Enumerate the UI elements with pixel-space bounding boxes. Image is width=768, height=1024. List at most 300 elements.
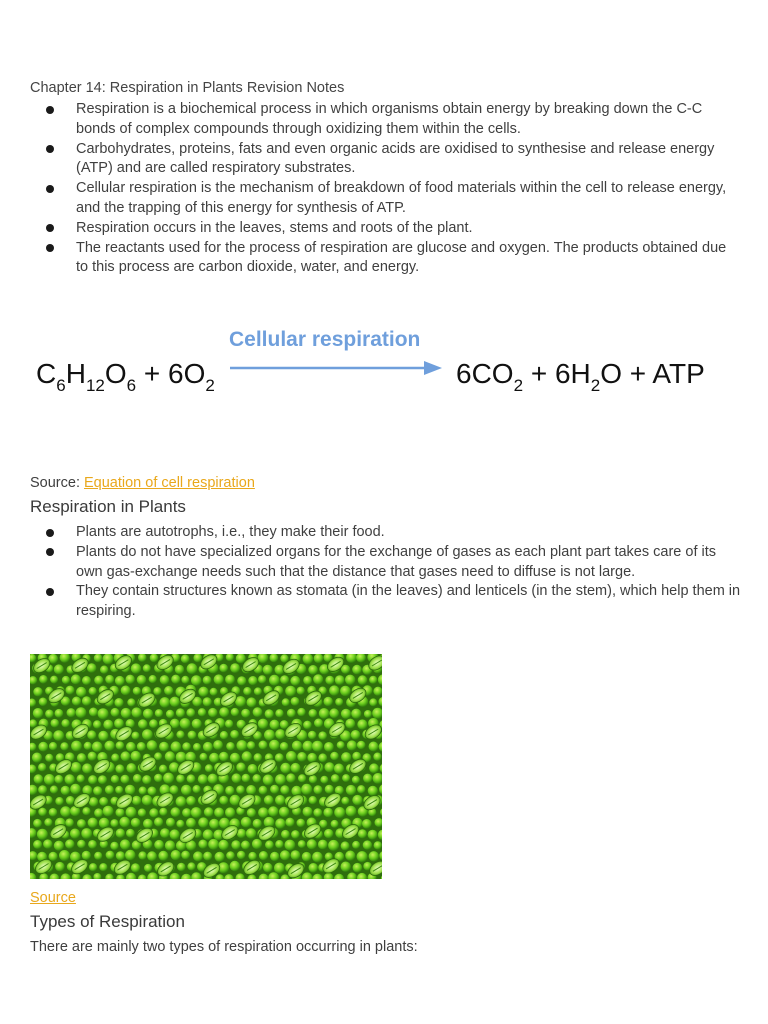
leaf-cell (303, 676, 312, 685)
leaf-cell (259, 851, 268, 860)
leaf-cell (214, 808, 224, 818)
leaf-cell (351, 730, 361, 740)
leaf-cell (241, 817, 252, 828)
leaf-cell (176, 796, 187, 807)
leaf-cell (347, 740, 357, 750)
leaf-cell (318, 753, 327, 762)
leaf-cell (94, 654, 103, 662)
leaf-cell (226, 742, 235, 751)
equation-reactants (36, 356, 215, 404)
leaf-cell (280, 785, 289, 794)
leaf-cell (219, 664, 228, 673)
leaf-cell (98, 775, 107, 784)
leaf-cell (303, 807, 313, 817)
leaf-cell (160, 828, 170, 838)
leaf-cell (65, 839, 74, 848)
equation-source (30, 474, 255, 492)
leaf-cell (319, 708, 330, 719)
leaf-cell (181, 785, 192, 796)
leaf-cell (114, 719, 124, 729)
leaf-cell (105, 675, 114, 684)
leaf-cell (171, 850, 181, 860)
leaf-cell (115, 676, 125, 686)
leaf-cell (369, 851, 379, 861)
leaf-cell (60, 806, 71, 817)
leaf-cell (275, 709, 283, 717)
leaf-cell (153, 687, 161, 695)
leaf-cell (203, 852, 212, 861)
leaf-cell (352, 795, 362, 805)
leaf-cell (45, 710, 54, 719)
leaf-cell (44, 818, 52, 826)
leaf-cell (357, 785, 365, 793)
leaf-cell (147, 851, 157, 861)
leaf-cell (62, 676, 70, 684)
leaf-cell (335, 675, 345, 685)
leaf-cell (133, 687, 141, 695)
equation-source-link[interactable]: Equation of cell respiration (84, 475, 255, 491)
leaf-cell (159, 742, 169, 752)
oxygen-molecule-subscript: 2 (205, 376, 215, 395)
leaf-cell (258, 807, 268, 817)
leaf-cell (38, 742, 48, 752)
leaf-cell (309, 775, 317, 783)
leaf-cell (369, 698, 377, 706)
leaf-cell (280, 742, 289, 751)
leaf-cell (154, 817, 163, 826)
leaf-cell (77, 753, 86, 762)
leaf-cell (193, 785, 201, 793)
leaf-cell (297, 708, 305, 716)
leaf-cell (324, 829, 333, 838)
list-item (30, 523, 742, 543)
section-heading-types: Types of Respiration (30, 912, 185, 931)
bullet-dot-icon (46, 588, 54, 596)
leaf-cell (77, 840, 86, 849)
list-item-text: Plants do not have specialized organs for the exchange of gases as each plant part takes care of its own gas-exchange needs such that the distance that gases need to diffuse is not large. (76, 543, 717, 580)
leaf-cell (253, 819, 262, 828)
leaf-cell (88, 840, 97, 849)
leaf-cell (368, 830, 378, 840)
leaf-cell (125, 785, 135, 795)
leaf-cell (55, 862, 65, 872)
leaf-cell (126, 807, 137, 818)
equation-label: Cellular respiration (229, 328, 421, 351)
leaf-cell (324, 762, 334, 772)
leaf-cell (103, 806, 114, 817)
leaf-cell (309, 796, 317, 804)
leaf-cell (320, 776, 328, 784)
leaf-cell (116, 741, 125, 750)
leaf-cell (290, 676, 300, 686)
leaf-cell (154, 840, 164, 850)
oxygen-subscript: 6 (126, 376, 137, 395)
leaf-cell (340, 686, 351, 697)
leaf-cell (44, 774, 55, 785)
leaf-cell (121, 751, 131, 761)
leaf-cell (274, 863, 285, 874)
leaf-cell (325, 676, 334, 685)
leaf-cell (218, 840, 228, 850)
leaf-cell (105, 785, 114, 794)
leaf-cell (50, 786, 58, 794)
leaf-cell (38, 785, 47, 794)
leaf-cell (203, 829, 214, 840)
leaf-cell (176, 708, 185, 717)
leaf-cell (362, 819, 372, 829)
leaf-cell (230, 663, 240, 673)
leaf-cell (269, 675, 280, 686)
leaf-cell (308, 731, 317, 740)
leaf-cell (203, 697, 212, 706)
leaf-cell (171, 741, 182, 752)
leaf-cell (198, 840, 207, 849)
leaf-cell (330, 752, 339, 761)
leaf-cell (329, 685, 339, 695)
leaf-cell (155, 709, 163, 717)
leaf-cell (144, 864, 152, 872)
leaf-cell (103, 720, 113, 730)
leaf-cell (89, 687, 97, 695)
leaf-cell (291, 850, 301, 860)
leaf-cell (259, 786, 268, 795)
leaf-cell (82, 807, 90, 815)
leaf-cell (159, 765, 167, 773)
leaf-cell (84, 742, 92, 750)
leaf-cell (264, 730, 275, 741)
leaf-cell (303, 741, 314, 752)
leaf-cell (182, 742, 191, 751)
leaf-cell (225, 720, 233, 728)
leaf-cell (287, 709, 296, 718)
leaf-cell (241, 841, 250, 850)
chapter-title: Chapter 14: Respiration in Plants Revision Notes (30, 80, 345, 96)
leaf-cell (191, 675, 202, 686)
leaf-cell (166, 818, 175, 827)
leaf-cell (171, 675, 180, 684)
leaf-cell (111, 775, 119, 783)
leaf-cell (191, 807, 202, 818)
leaf-cell (131, 818, 141, 828)
leaf-cell (131, 707, 141, 717)
leaf-cell (116, 829, 125, 838)
leaf-cell (159, 808, 167, 816)
leaf-cell (252, 839, 262, 849)
leaf-cell (247, 808, 256, 817)
leaf-cell (230, 730, 239, 739)
leaf-cell (314, 719, 323, 728)
leaf-cell (158, 851, 168, 861)
leaf-cell (275, 753, 284, 762)
leaf-cell (104, 741, 114, 751)
leaf-cell (186, 708, 195, 717)
leaf-cell (331, 820, 339, 828)
leaf-cell (170, 697, 180, 707)
bullet-dot-icon (46, 529, 54, 537)
leaf-cell (208, 708, 217, 717)
leaf-cell (181, 655, 190, 664)
leaf-cell (88, 818, 98, 828)
leaf-cell (143, 664, 151, 672)
leaf-cell (99, 863, 107, 871)
leaf-cell (230, 861, 240, 871)
leaf-cell (345, 675, 355, 685)
leaf-cell (219, 707, 229, 717)
image-source-link[interactable]: Source (30, 890, 76, 906)
leaf-cell (119, 817, 130, 828)
leaf-cell (176, 774, 185, 783)
leaf-cell (203, 742, 213, 752)
plants-bullet-list (30, 523, 742, 622)
leaf-cell (265, 840, 274, 849)
leaf-cell (357, 851, 368, 862)
leaf-cell (357, 719, 367, 729)
leaf-cell (208, 839, 219, 850)
leaf-cell (177, 863, 186, 872)
leaf-cell (248, 852, 256, 860)
hydrogen-subscript: 12 (85, 376, 105, 395)
leaf-cell (131, 863, 140, 872)
leaf-cell (149, 675, 157, 683)
leaf-cell (297, 752, 307, 762)
types-intro-text: There are mainly two types of respiration occurring in plants: (30, 939, 418, 955)
leaf-cell (215, 852, 225, 862)
leaf-cell (247, 741, 255, 749)
leaf-cell (176, 731, 184, 739)
leaf-cell (170, 829, 180, 839)
leaf-cell (93, 720, 101, 728)
bullet-dot-icon (46, 145, 54, 153)
leaf-cell (220, 731, 228, 739)
leaf-cell (236, 785, 245, 794)
leaf-cell (137, 675, 147, 685)
list-item-text: The reactants used for the process of respiration are glucose and oxygen. The products obtained due to this process are carbon dioxide, water, and energy. (76, 239, 727, 276)
leaf-cell (137, 742, 146, 751)
leaf-cell (121, 775, 130, 784)
leaf-cell (54, 841, 64, 851)
leaf-cell (55, 797, 63, 805)
leaf-cell (132, 796, 141, 805)
leaf-stomata-image (30, 654, 382, 879)
leaf-cell (285, 686, 296, 697)
image-source (30, 889, 76, 907)
leaf-cell (291, 697, 300, 706)
leaf-cell (88, 775, 97, 784)
leaf-cell (115, 786, 123, 794)
leaf-cell (329, 708, 339, 718)
leaf-cell (164, 686, 173, 695)
leaf-cell (138, 851, 146, 859)
leaf-cell (143, 819, 153, 829)
leaf-cell (181, 851, 190, 860)
leaf-cell (76, 687, 86, 697)
leaf-cell (204, 807, 214, 817)
leaf-cell (60, 742, 68, 750)
leaf-cell (308, 665, 318, 675)
leaf-cell (254, 753, 262, 761)
leaf-cell (337, 741, 345, 749)
leaf-cell (282, 698, 290, 706)
leaf-cell (291, 830, 300, 839)
leaf-cell (176, 820, 184, 828)
leaf-cell (127, 698, 135, 706)
water-subscript: 2 (590, 376, 601, 395)
leaf-cell (93, 786, 102, 795)
list-item-text: Cellular respiration is the mechanism of breakdown of food materials within the cell to release energy, and the trapping of this energy for synthesis of ATP. (76, 180, 727, 216)
leaf-cell (166, 710, 174, 718)
leaf-cell (334, 807, 345, 818)
leaf-cell (126, 675, 135, 684)
leaf-cell (66, 686, 75, 695)
leaf-cell (307, 839, 317, 849)
section-heading-plants: Respiration in Plants (30, 497, 186, 516)
leaf-cell (65, 818, 74, 827)
leaf-cell (59, 850, 70, 861)
carbon-dioxide-subscript: 2 (513, 376, 524, 395)
leaf-cell (126, 742, 136, 752)
intro-bullet-list (30, 100, 742, 278)
leaf-cell (254, 687, 262, 695)
leaf-cell (225, 786, 234, 795)
leaf-cell (192, 719, 202, 729)
leaf-cell (242, 774, 251, 783)
leaf-cell (198, 708, 206, 716)
leaf-cell (71, 741, 82, 752)
leaf-cell (312, 741, 323, 752)
leaf-cell (280, 675, 289, 684)
leaf-cell (358, 829, 367, 838)
leaf-cell (149, 808, 158, 817)
leaf-cell (275, 729, 285, 739)
leaf-cell (275, 818, 285, 828)
leaf-cell (208, 774, 218, 784)
leaf-cell (219, 752, 229, 762)
leaf-cell (275, 840, 283, 848)
water-o-atp: O + ATP (600, 358, 705, 389)
leaf-cell (53, 730, 64, 741)
leaf-cell (357, 741, 366, 750)
oxygen-symbol: O (104, 358, 127, 389)
leaf-cell (65, 774, 75, 784)
leaf-cell (126, 763, 136, 773)
leaf-cell (341, 841, 350, 850)
leaf-cell (363, 840, 372, 849)
leaf-cell (318, 840, 328, 850)
leaf-cell (76, 707, 87, 718)
leaf-cell (121, 686, 131, 696)
leaf-cell (230, 753, 240, 763)
leaf-cell (72, 697, 81, 706)
leaf-cell (270, 785, 279, 794)
leaf-cell (341, 709, 351, 719)
leaf-cell (50, 676, 58, 684)
leaf-cell (213, 740, 223, 750)
leaf-cell (334, 764, 344, 774)
leaf-cell (265, 709, 274, 718)
leaf-cell (312, 852, 323, 863)
leaf-cell (77, 775, 85, 783)
leaf-cell (175, 665, 184, 674)
leaf-cell (368, 786, 378, 796)
leaf-cell (236, 763, 245, 772)
leaf-cell (180, 718, 191, 729)
leaf-cell (248, 764, 258, 774)
leaf-cell (268, 806, 278, 816)
leaf-cell (139, 787, 147, 795)
leaf-cell (121, 708, 131, 718)
leaf-cell (200, 753, 208, 761)
leaf-cell (328, 840, 339, 851)
leaf-cell (374, 841, 382, 849)
list-item (30, 140, 742, 180)
leaf-cell (353, 863, 363, 873)
leaf-cell (33, 687, 42, 696)
leaf-cell (363, 774, 372, 783)
leaf-cell (150, 654, 159, 662)
leaf-cell (309, 709, 318, 718)
leaf-cell (87, 663, 97, 673)
leaf-cell (154, 774, 163, 783)
leaf-cell (38, 763, 46, 771)
leaf-cell (116, 808, 125, 817)
leaf-cell (43, 839, 52, 848)
leaf-cell (32, 753, 42, 763)
list-item (30, 219, 742, 239)
leaf-cell (297, 687, 305, 695)
leaf-cell (364, 710, 372, 718)
list-item-text: Carbohydrates, proteins, fats and even organic acids are oxidised to synthesise and release energy (ATP) and are called respiratory substrates. (76, 140, 715, 177)
leaf-cell (147, 740, 158, 751)
leaf-cell (263, 775, 274, 786)
leaf-cell (225, 675, 235, 685)
leaf-cell (71, 762, 82, 773)
leaf-cell (226, 851, 235, 860)
leaf-cell (82, 676, 91, 685)
leaf-cell (369, 676, 377, 684)
leaf-cell (373, 753, 381, 761)
leaf-cell (198, 687, 208, 697)
leaf-cell (142, 729, 153, 740)
leaf-cell (70, 829, 80, 839)
leaf-cell (171, 807, 181, 817)
leaf-cell (120, 839, 130, 849)
leaf-cell (89, 863, 97, 871)
leaf-cell (188, 731, 197, 740)
leaf-cell (243, 687, 251, 695)
leaf-cell (259, 741, 268, 750)
leaf-cell (280, 850, 290, 860)
leaf-cell (45, 754, 53, 762)
leaf-cell (143, 709, 153, 719)
bullet-dot-icon (46, 185, 54, 193)
leaf-cell (279, 807, 289, 817)
leaf-cell (131, 663, 141, 673)
leaf-cell (309, 863, 319, 873)
leaf-cell (297, 819, 306, 828)
leaf-cell (219, 796, 228, 805)
leaf-cell (81, 828, 92, 839)
water-h: + 6H (523, 358, 591, 389)
leaf-cell (303, 721, 312, 730)
leaf-cell (181, 676, 189, 684)
leaf-cell (55, 775, 64, 784)
leaf-cell (165, 751, 175, 761)
leaf-cell (49, 742, 57, 750)
leaf-cell (126, 829, 135, 838)
leaf-cell (318, 731, 327, 740)
leaf-cell (253, 707, 263, 717)
leaf-cell (323, 808, 333, 818)
